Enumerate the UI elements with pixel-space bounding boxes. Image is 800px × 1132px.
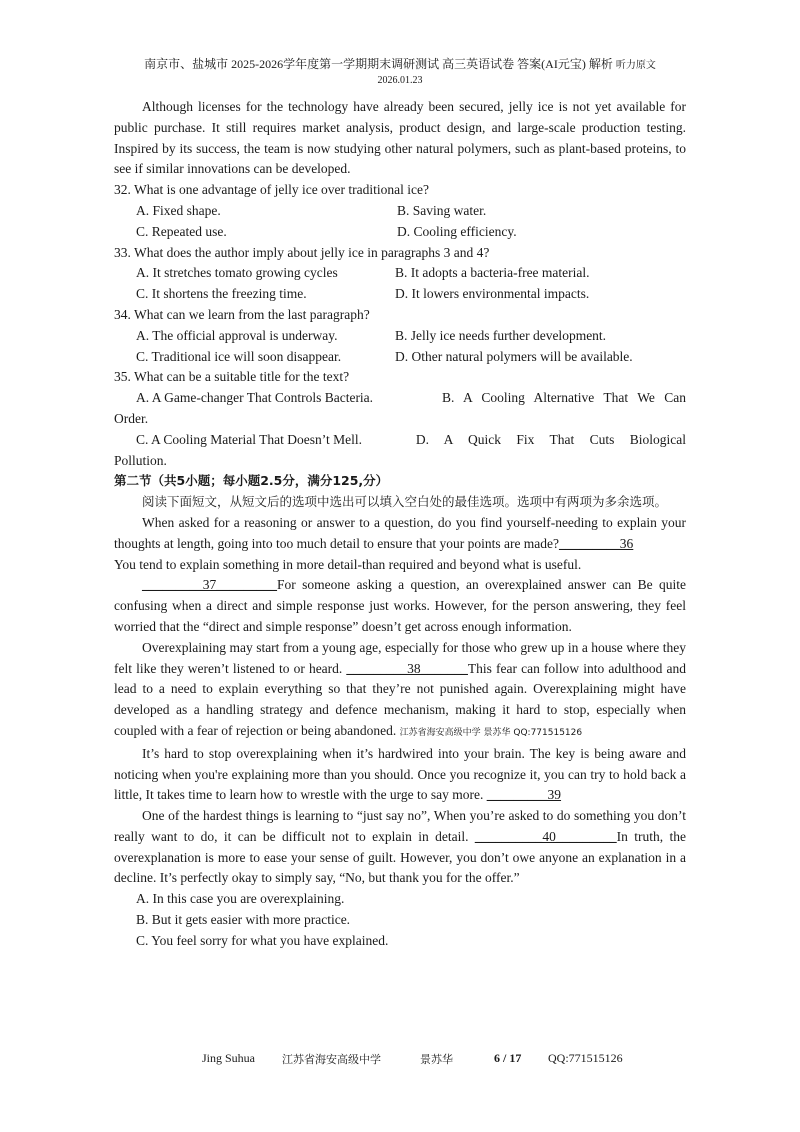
option-c: C. It shortens the freezing time. (136, 286, 307, 302)
option-a: A. A Game-changer That Controls Bacteria. (136, 390, 374, 406)
question-stem: 33. What does the author imply about jelly ice in paragraphs 3 and 4? (114, 244, 490, 260)
paragraph-text: One of the hardest things is learning to “just say no”, When you’re asked to do something you don’t really want to do, it can be difficult not to explain in detail. (114, 808, 686, 844)
blank-40[interactable]: __________40_________ (474, 828, 617, 844)
option-a: A. The official approval is underway. (136, 327, 338, 343)
option-c: C. A Cooling Material That Doesn’t Mell. (136, 431, 362, 447)
answer-option: A. In this case you are overexplaining. (136, 891, 345, 907)
document-body (114, 97, 686, 952)
header-date: 2026.01.23 (377, 75, 423, 86)
header-title-small: 听力原文 (615, 60, 656, 71)
author-stamp: 江苏省海安高级中学 景苏华 QQ:771515126 (399, 727, 583, 738)
option-row (114, 201, 686, 222)
question-stem: 34. What can we learn from the last paragraph? (114, 306, 370, 322)
paragraph-text: For someone asking a question, an overexplained answer can Be quite confusing when a direct and simple response just works. However, for the person answering, they feel worried that the “direct and simple response” doesn’t get across enough information. (114, 577, 686, 634)
option-a: A. Fixed shape. (136, 202, 221, 218)
paragraph-2 (114, 575, 686, 637)
option-d-continued: Pollution. (114, 452, 167, 468)
question-35 (114, 367, 686, 471)
paragraph-text: When asked for a reasoning or answer to a question, do you find yourself-needing to explain your thoughts at length, going into too much detail to ensure that your points are made? (114, 514, 686, 551)
section-heading: 第二节（共5小题；每小题2.5分，满分125,分） (114, 473, 389, 489)
option-a: A. It stretches tomato growing cycles (136, 265, 338, 281)
paragraph-text: This fear can follow into adulthood and lead to a need to explain everything so that they’re not punished again. Overexplaining might have developed as a handling strategy and defence mechanism, making it hard to stop, especially when coupled with a fear of rejection or being abandoned. (114, 660, 686, 738)
blank-37[interactable]: _________37_________ (142, 577, 277, 593)
option-row (114, 326, 686, 347)
paragraph-5 (114, 806, 686, 889)
option-d: D. Cooling efficiency. (397, 223, 517, 239)
option-b: B. Jelly ice needs further development. (395, 327, 607, 343)
question-stem: 32. What is one advantage of jelly ice over traditional ice? (114, 182, 430, 198)
paragraph-1-line-2: You tend to explain something in more detail-than required and beyond what is useful. (114, 556, 582, 572)
paragraph-4 (114, 744, 686, 806)
option-row (114, 347, 686, 368)
paragraph-1 (114, 513, 686, 555)
footer-school: 江苏省海安高级中学 (282, 1053, 381, 1066)
page-header (0, 56, 800, 87)
answer-option: B. But it gets easier with more practice. (136, 912, 351, 928)
option-b: B. A Cooling Alternative That We Can (441, 390, 686, 406)
option-c: C. Traditional ice will soon disappear. (136, 348, 342, 364)
question-33 (114, 243, 686, 305)
option-b: B. Saving water. (397, 202, 487, 218)
passage-final-paragraph: Although licenses for the technology have already been secured, jelly ice is not yet available for public purchase. It still requires market analysis, product design, and large-scale production testing. Inspired by its success, the team is now studying other natural polymers, such as plant-based proteins, to see if similar innovations can be developed. (114, 99, 686, 177)
question-stem: 35. What can be a suitable title for the text? (114, 369, 350, 385)
option-d: D. A Quick Fix That Cuts Biological (415, 431, 686, 447)
question-34 (114, 305, 686, 367)
blank-38[interactable]: _________38_______ (346, 660, 468, 676)
blank-39[interactable]: _________39 (486, 787, 562, 803)
page-number: 6 / 17 (494, 1051, 522, 1065)
option-b-continued: Order. (114, 410, 149, 426)
question-32 (114, 180, 686, 242)
footer-cn-name: 景苏华 (420, 1053, 453, 1066)
footer-qq: QQ:771515126 (548, 1051, 623, 1065)
footer-name: Jing Suhua (202, 1051, 256, 1065)
paragraph-3 (114, 638, 686, 744)
option-row (114, 263, 686, 284)
option-row (114, 222, 686, 243)
header-title-text: 南京市、盐城市 2025-2026学年度第一学期期末调研测试 高三英语试卷 答案(AI元宝) 解析 (144, 57, 613, 71)
option-row (114, 388, 686, 409)
option-row (114, 284, 686, 305)
section-instructions: 阅读下面短文，从短文后的选项中选出可以填入空白处的最佳选项。选项中有两项为多余选项。 (142, 494, 668, 510)
option-c: C. Repeated use. (136, 223, 227, 239)
option-d: D. It lowers environmental impacts. (395, 286, 590, 302)
paragraph-text: It’s hard to stop overexplaining when it’s hardwired into your brain. The key is being aware and noticing when you're explaining more than you should. Once you recognize it, you can try to hold back a little, It takes time to learn how to wrestle with the urge to say more. (114, 745, 686, 803)
answer-option: C. You feel sorry for what you have explained. (136, 932, 389, 948)
header-title (0, 56, 800, 74)
option-row (114, 430, 686, 451)
blank-36[interactable]: _________36 (559, 535, 634, 551)
paragraph-text: In truth, the overexplanation is more to ease your sense of guilt. However, you don’t owe anyone an explanation in a decline. It’s perfectly okay to simply say, “No, but thank you for the offer.” (114, 828, 686, 886)
option-b: B. It adopts a bacteria-free material. (395, 265, 590, 281)
option-d: D. Other natural polymers will be available. (395, 348, 633, 364)
paragraph-text: Overexplaining may start from a young age, especially for those who grew up in a house where they felt like they weren’t listened to or heard. (114, 639, 686, 676)
